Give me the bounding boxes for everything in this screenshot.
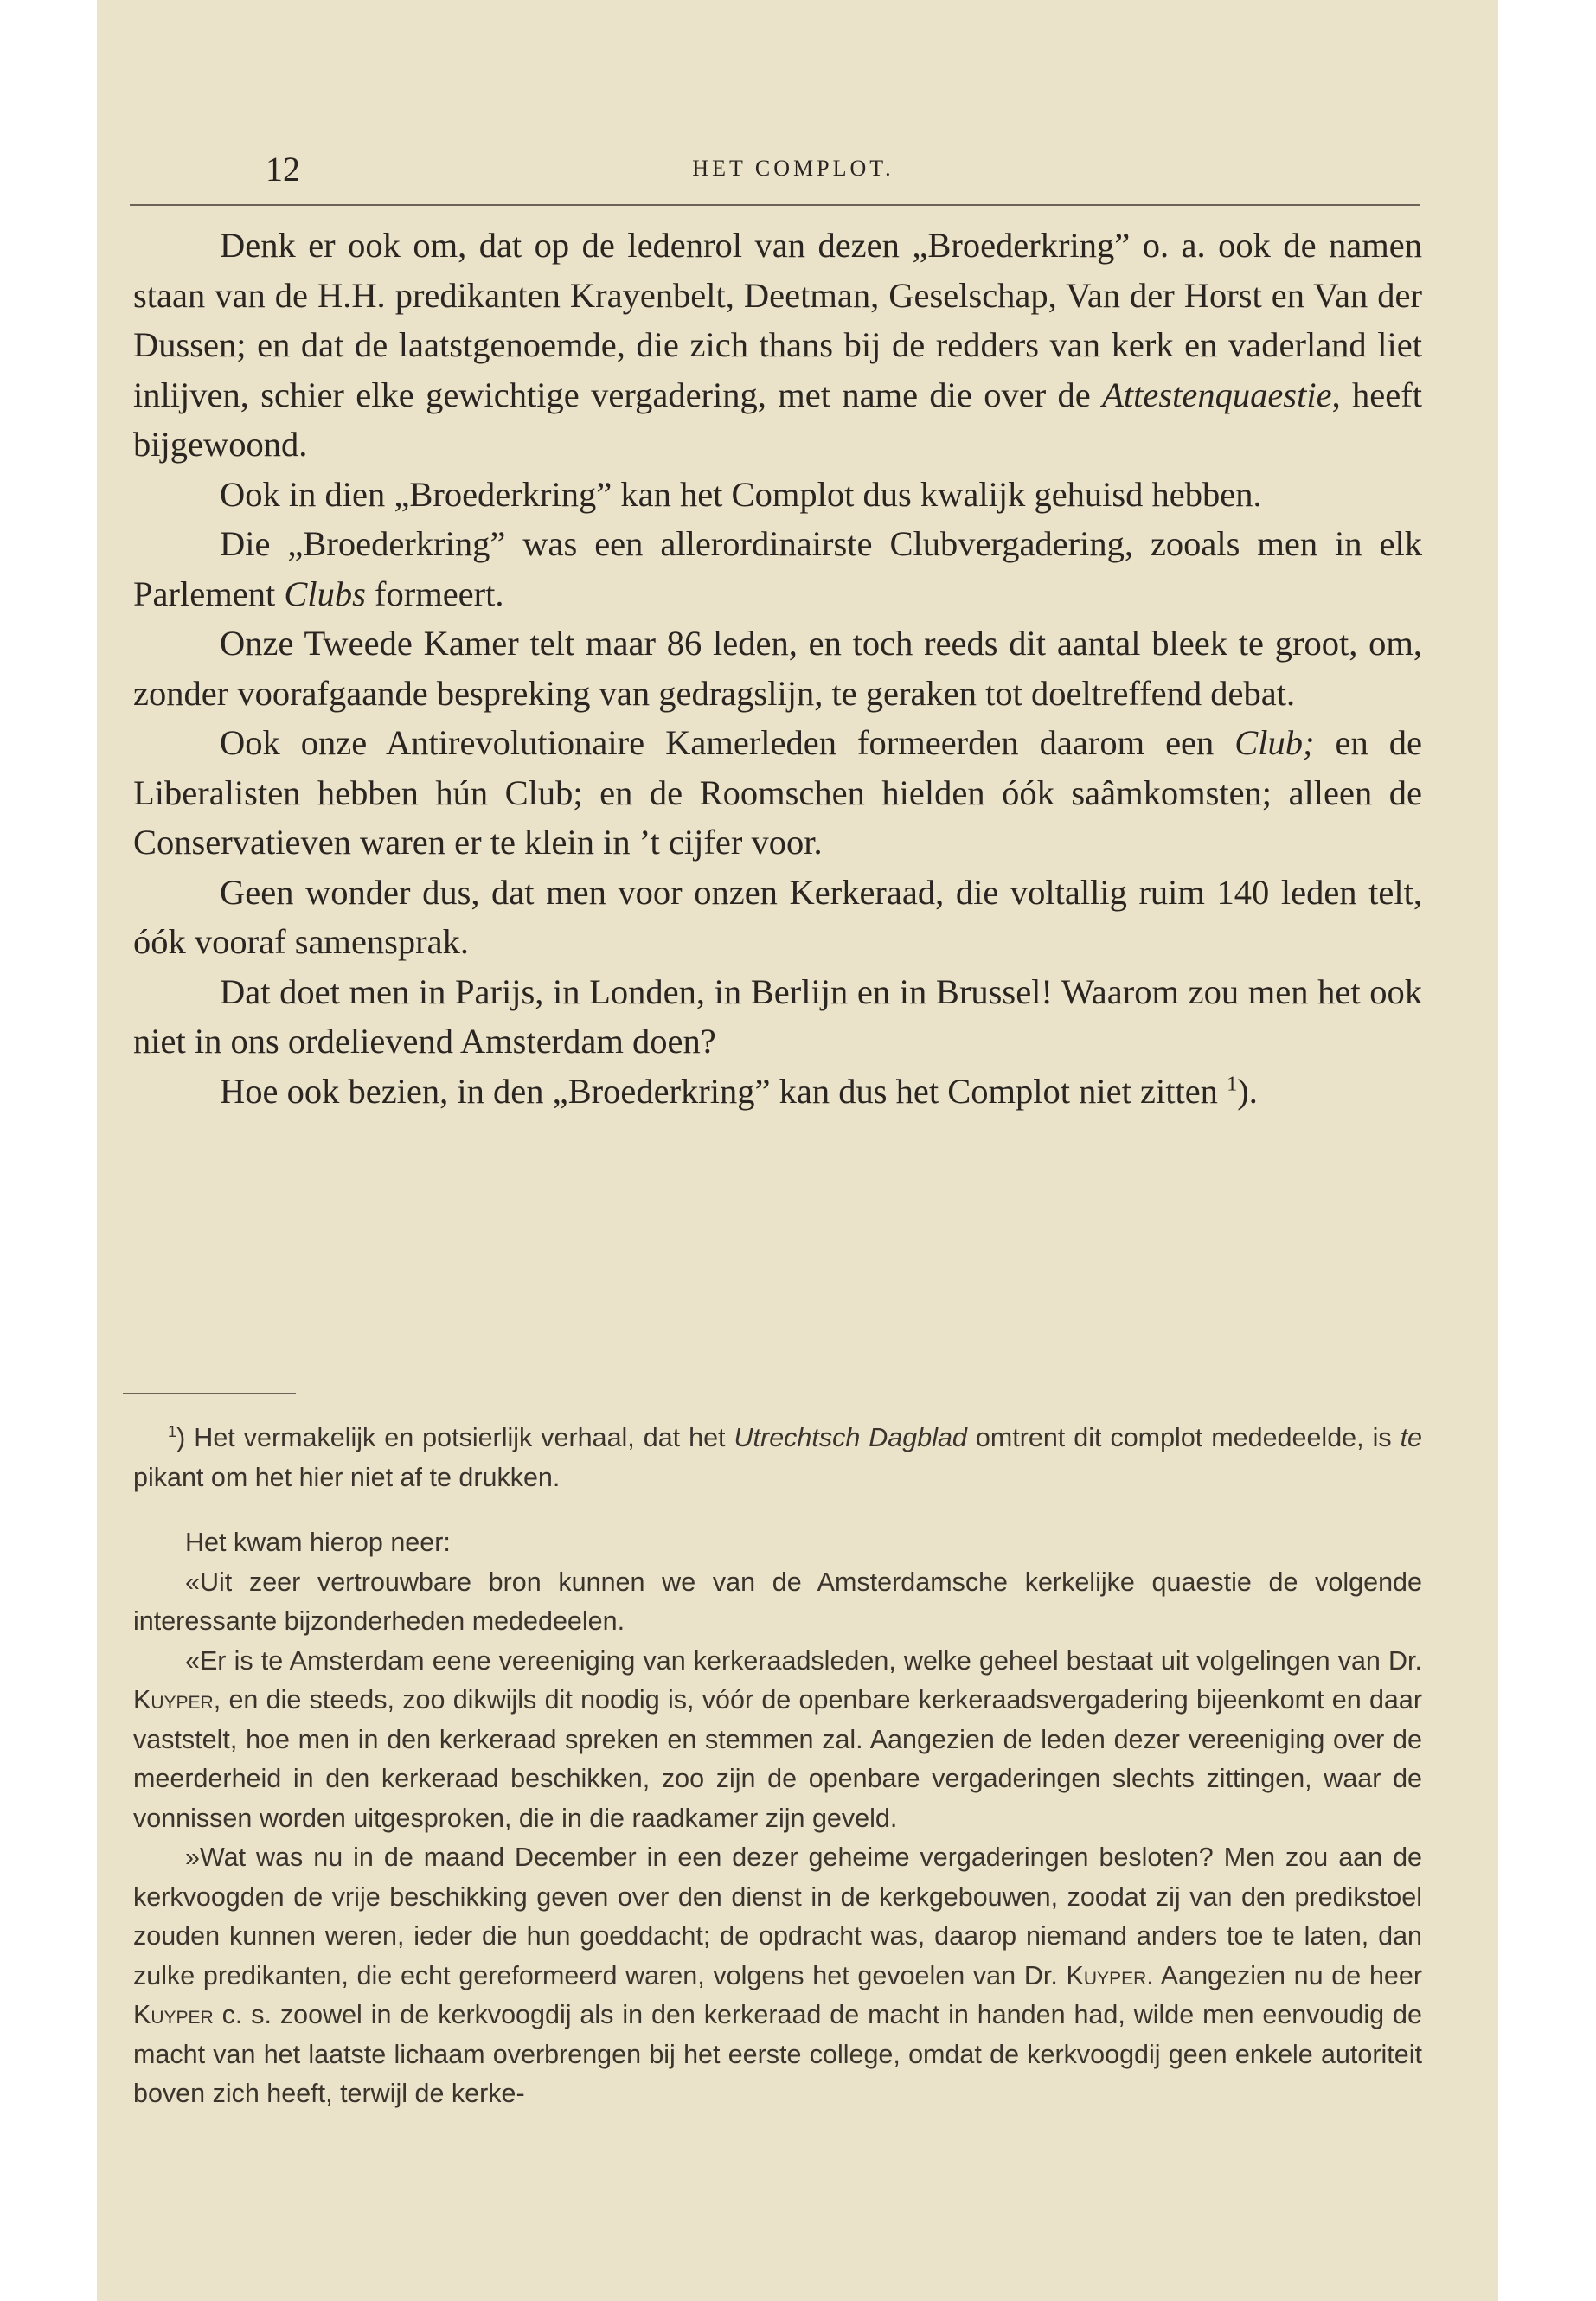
paragraph: Denk er ook om, dat op de ledenrol van dezen „Broederkring” o. a. ook de namen staan van de H.H. predikanten Krayenbelt, Deetman, Geselschap, Van der Horst en Van der Dussen; en dat de laatstgenoemde, die zich thans bij de redders van kerk en vaderland liet inlijven, schier elke gewichtige vergadering, met name die over de Attestenquaestie, heeft bijgewoond. [133, 226, 1422, 464]
page-header [170, 149, 1416, 192]
paragraph: Onze Tweede Kamer telt maar 86 leden, en toch reeds dit aantal bleek te groot, om, zonder voorafgaande bespreking van gedragslijn, te geraken tot doeltreffend debat. [133, 624, 1422, 713]
page-number: 12 [266, 150, 300, 189]
paragraph: Ook onze Antirevolutionaire Kamerleden formeerden daarom een Club; en de Liberalisten hebben hún Club; en de Roomschen hielden óók saâmkomsten; alleen de Conservatieven waren er te klein in ’t cijfer voor. [133, 723, 1422, 862]
paragraph: Geen wonder dus, dat men voor onzen Kerkeraad, die voltallig ruim 140 leden telt, óók vooraf samensprak. [133, 872, 1422, 961]
quoted-paragraph: »Wat was nu in de maand December in een dezer geheime vergaderingen besloten? Men zou aan de kerkvoogden de vrije beschikking geven over den dienst in de kerkgebouwen, zoodat zij van den predikstoel zouden kunnen weren, ieder die hun goeddacht; de opdracht was, daarop niemand anders toe te laten, dan zulke predikanten, die echt gereformeerd waren, volgens het gevoelen van Dr. Kuyper. Aangezien nu de heer Kuyper c. s. zoowel in de kerkvoogdij als in den kerkeraad de macht in handen had, wilde men eenvoudig de macht van het laatste lichaam overbrengen bij het eerste college, omdat de kerkvoogdij geen enkele autoriteit boven zich heeft, terwijl de kerke- [133, 1843, 1422, 2108]
paragraph: Hoe ook bezien, in den „Broederkring” kan dus het Complot niet zitten $^1$). [220, 1071, 1258, 1111]
main-text [133, 221, 1422, 1116]
footnote-text: $^1$) Het vermakelijk en potsierlijk verhaal, dat het Utrechtsch Dagblad omtrent dit complot mededeelde, is te pikant om het hier niet af te drukken. [133, 1422, 1423, 1492]
book-page [97, 0, 1498, 2301]
header-rule [130, 204, 1420, 206]
footnote-reference: 1 [1227, 1071, 1238, 1095]
paragraph: Dat doet men in Parijs, in Londen, in Berlijn en in Brussel! Waarom zou men het ook niet in ons ordelievend Amsterdam doen? [133, 971, 1422, 1061]
paragraph: Ook in dien „Broederkring” kan het Complot dus kwalijk gehuisd hebben. [220, 474, 1262, 514]
footnote [133, 1419, 1422, 2114]
quoted-paragraph: «Uit zeer vertrouwbare bron kunnen we van de Amsterdamsche kerkelijke quaestie de volgende interessante bijzonderheden mededeelen. [133, 1567, 1422, 1636]
paragraph: Die „Broederkring” was een allerordinairste Clubvergadering, zooals men in elk Parlement Clubs formeert. [133, 524, 1422, 613]
footnote-marker: 1 [168, 1422, 177, 1441]
running-head: HET COMPLOT. [692, 156, 894, 181]
footnote-intro: Het kwam hierop neer: [185, 1528, 451, 1557]
quoted-paragraph: «Er is te Amsterdam eene vereeniging van kerkeraadsleden, welke geheel bestaat uit volgelingen van Dr. Kuyper, en die steeds, zoo dikwijls dit noodig is, vóór de openbare kerkeraadsvergadering bijeenkomt en daar vaststelt, hoe men in den kerkeraad spreken en stemmen zal. Aangezien de leden dezer vereeniging over de meerderheid in den kerkeraad beschikken, zoo zijn de openbare vergaderingen slechts zittingen, waar de vonnissen worden uitgesproken, die in die raadkamer zijn geveld. [133, 1645, 1422, 1833]
footnote-rule [123, 1393, 296, 1394]
